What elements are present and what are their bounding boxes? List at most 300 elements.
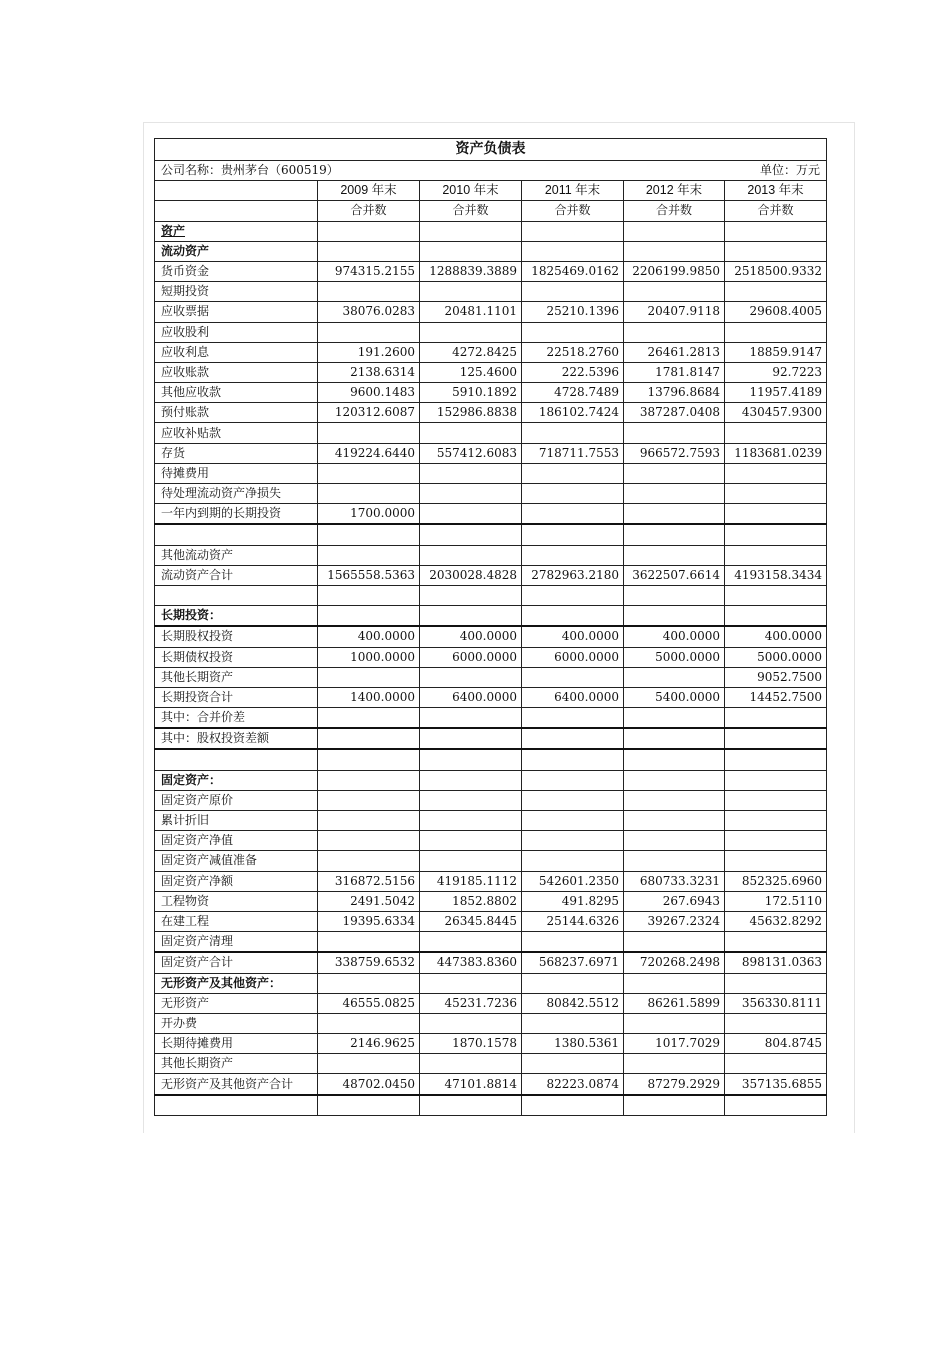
row-label <box>155 585 318 605</box>
table-row <box>155 423 827 443</box>
value-cell: 9600.1483 <box>318 383 420 403</box>
value-cell <box>420 241 522 261</box>
table-row <box>155 728 827 749</box>
value-cell <box>420 1054 522 1074</box>
value-cell <box>522 504 624 525</box>
row-label: 无形资产及其他资产合计 <box>155 1074 318 1095</box>
value-cell <box>725 322 827 342</box>
value-cell: 2030028.4828 <box>420 565 522 585</box>
year-header: 2009 年末 <box>318 181 420 201</box>
value-cell <box>318 811 420 831</box>
value-cell <box>420 606 522 627</box>
table-row <box>155 1034 827 1054</box>
value-cell: 2782963.2180 <box>522 565 624 585</box>
value-cell: 400.0000 <box>420 626 522 647</box>
value-cell <box>725 1054 827 1074</box>
row-label: 流动资产合计 <box>155 565 318 585</box>
value-cell: 46555.0825 <box>318 993 420 1013</box>
value-cell: 80842.5512 <box>522 993 624 1013</box>
value-cell: 974315.2155 <box>318 261 420 281</box>
value-cell <box>420 749 522 770</box>
value-cell <box>318 484 420 504</box>
value-cell <box>725 770 827 790</box>
row-label: 流动资产 <box>155 241 318 261</box>
value-cell <box>725 831 827 851</box>
value-cell <box>420 423 522 443</box>
value-cell <box>522 545 624 565</box>
value-cell: 26345.8445 <box>420 911 522 931</box>
value-cell <box>522 463 624 483</box>
row-label: 一年内到期的长期投资 <box>155 504 318 525</box>
value-cell <box>522 790 624 810</box>
value-cell: 4272.8425 <box>420 342 522 362</box>
value-cell <box>318 749 420 770</box>
value-cell <box>624 851 725 871</box>
value-cell: 25210.1396 <box>522 302 624 322</box>
value-cell: 13796.8684 <box>624 383 725 403</box>
value-cell: 447383.8360 <box>420 952 522 973</box>
value-cell <box>318 463 420 483</box>
value-cell <box>725 585 827 605</box>
value-cell: 568237.6971 <box>522 952 624 973</box>
value-cell: 92.7223 <box>725 362 827 382</box>
value-cell <box>725 749 827 770</box>
value-cell <box>318 282 420 302</box>
value-cell <box>522 728 624 749</box>
value-cell: 2206199.9850 <box>624 261 725 281</box>
table-row <box>155 524 827 545</box>
value-cell <box>624 973 725 993</box>
value-cell: 966572.7593 <box>624 443 725 463</box>
value-cell: 6400.0000 <box>522 687 624 707</box>
value-cell <box>725 221 827 241</box>
table-row <box>155 626 827 647</box>
row-label: 长期债权投资 <box>155 647 318 667</box>
value-cell: 172.5110 <box>725 891 827 911</box>
row-label: 货币资金 <box>155 261 318 281</box>
value-cell: 19395.6334 <box>318 911 420 931</box>
row-label: 其中：股权投资差额 <box>155 728 318 749</box>
value-cell <box>522 770 624 790</box>
value-cell: 120312.6087 <box>318 403 420 423</box>
value-cell: 125.4600 <box>420 362 522 382</box>
value-cell: 356330.8111 <box>725 993 827 1013</box>
value-cell: 222.5396 <box>522 362 624 382</box>
value-cell <box>318 770 420 790</box>
value-cell <box>318 606 420 627</box>
value-cell: 6000.0000 <box>522 647 624 667</box>
table-row <box>155 871 827 891</box>
value-cell: 25144.6326 <box>522 911 624 931</box>
row-label: 固定资产净值 <box>155 831 318 851</box>
table-row <box>155 504 827 525</box>
value-cell: 680733.3231 <box>624 871 725 891</box>
year-header: 2012 年末 <box>624 181 725 201</box>
table-row <box>155 1013 827 1033</box>
row-label: 应收补贴款 <box>155 423 318 443</box>
value-cell <box>624 221 725 241</box>
value-cell <box>624 606 725 627</box>
value-cell <box>725 423 827 443</box>
table-row <box>155 1054 827 1074</box>
value-cell <box>318 1095 420 1116</box>
value-cell <box>420 221 522 241</box>
value-cell <box>318 851 420 871</box>
value-cell: 400.0000 <box>624 626 725 647</box>
value-cell <box>624 811 725 831</box>
value-cell: 48702.0450 <box>318 1074 420 1095</box>
value-cell <box>725 241 827 261</box>
value-cell: 1781.8147 <box>624 362 725 382</box>
row-label <box>155 1095 318 1116</box>
row-label: 长期股权投资 <box>155 626 318 647</box>
value-cell <box>624 1013 725 1033</box>
table-row <box>155 403 827 423</box>
consolidated-header: 合并数 <box>624 201 725 221</box>
value-cell: 3622507.6614 <box>624 565 725 585</box>
value-cell <box>624 790 725 810</box>
company-name: 公司名称：贵州茅台（600519） <box>155 161 624 181</box>
value-cell: 87279.2929 <box>624 1074 725 1095</box>
value-cell <box>420 831 522 851</box>
table-row <box>155 484 827 504</box>
value-cell: 387287.0408 <box>624 403 725 423</box>
value-cell <box>624 322 725 342</box>
value-cell: 2146.9625 <box>318 1034 420 1054</box>
value-cell <box>420 851 522 871</box>
value-cell: 47101.8814 <box>420 1074 522 1095</box>
row-label: 长期待摊费用 <box>155 1034 318 1054</box>
value-cell <box>624 504 725 525</box>
value-cell: 22518.2760 <box>522 342 624 362</box>
row-label: 其中：合并价差 <box>155 708 318 729</box>
row-label: 固定资产原价 <box>155 790 318 810</box>
table-row <box>155 891 827 911</box>
value-cell <box>624 484 725 504</box>
table-row <box>155 342 827 362</box>
value-cell <box>624 749 725 770</box>
table-row <box>155 322 827 342</box>
value-cell <box>420 667 522 687</box>
row-label: 待摊费用 <box>155 463 318 483</box>
value-cell <box>522 708 624 729</box>
row-label: 固定资产净额 <box>155 871 318 891</box>
value-cell <box>318 667 420 687</box>
row-label: 固定资产合计 <box>155 952 318 973</box>
value-cell: 26461.2813 <box>624 342 725 362</box>
value-cell <box>522 667 624 687</box>
header-blank <box>155 181 318 201</box>
value-cell <box>420 504 522 525</box>
value-cell: 1000.0000 <box>318 647 420 667</box>
value-cell <box>624 932 725 953</box>
table-row <box>155 1095 827 1116</box>
table-title: 资产负债表 <box>155 139 827 161</box>
value-cell <box>522 811 624 831</box>
row-label: 在建工程 <box>155 911 318 931</box>
value-cell <box>420 811 522 831</box>
value-cell <box>725 463 827 483</box>
value-cell: 5910.1892 <box>420 383 522 403</box>
value-cell <box>420 932 522 953</box>
value-cell <box>624 545 725 565</box>
unit-label: 单位：万元 <box>624 161 827 181</box>
value-cell: 29608.4005 <box>725 302 827 322</box>
value-cell <box>624 585 725 605</box>
value-cell: 186102.7424 <box>522 403 624 423</box>
value-cell <box>624 1095 725 1116</box>
value-cell <box>624 241 725 261</box>
value-cell <box>725 524 827 545</box>
value-cell <box>522 241 624 261</box>
value-cell <box>420 708 522 729</box>
value-cell: 5000.0000 <box>725 647 827 667</box>
table-row <box>155 282 827 302</box>
value-cell: 6400.0000 <box>420 687 522 707</box>
value-cell: 898131.0363 <box>725 952 827 973</box>
value-cell <box>318 524 420 545</box>
value-cell: 316872.5156 <box>318 871 420 891</box>
value-cell <box>522 322 624 342</box>
row-label: 短期投资 <box>155 282 318 302</box>
balance-sheet-table <box>154 138 827 1116</box>
table-row <box>155 362 827 382</box>
value-cell <box>725 1095 827 1116</box>
table-row <box>155 545 827 565</box>
row-label: 应收账款 <box>155 362 318 382</box>
value-cell <box>624 463 725 483</box>
value-cell <box>624 667 725 687</box>
value-cell: 18859.9147 <box>725 342 827 362</box>
value-cell <box>725 708 827 729</box>
value-cell <box>318 831 420 851</box>
year-header: 2011 年末 <box>522 181 624 201</box>
value-cell: 6000.0000 <box>420 647 522 667</box>
table-row <box>155 708 827 729</box>
value-cell <box>318 973 420 993</box>
value-cell <box>522 973 624 993</box>
table-row <box>155 770 827 790</box>
value-cell <box>725 851 827 871</box>
row-label: 其他流动资产 <box>155 545 318 565</box>
table-row <box>155 993 827 1013</box>
value-cell: 1288839.3889 <box>420 261 522 281</box>
value-cell: 4728.7489 <box>522 383 624 403</box>
row-label: 应收票据 <box>155 302 318 322</box>
value-cell <box>318 708 420 729</box>
row-label: 其他长期资产 <box>155 667 318 687</box>
value-cell: 400.0000 <box>522 626 624 647</box>
value-cell: 718711.7553 <box>522 443 624 463</box>
value-cell <box>522 851 624 871</box>
value-cell <box>318 1013 420 1033</box>
title-row <box>155 139 827 161</box>
value-cell: 20481.1101 <box>420 302 522 322</box>
table-row <box>155 749 827 770</box>
value-cell: 191.2600 <box>318 342 420 362</box>
table-row <box>155 443 827 463</box>
value-cell <box>522 932 624 953</box>
value-cell: 267.6943 <box>624 891 725 911</box>
value-cell: 2518500.9332 <box>725 261 827 281</box>
table-row <box>155 302 827 322</box>
value-cell <box>318 585 420 605</box>
table-row <box>155 687 827 707</box>
value-cell: 4193158.3434 <box>725 565 827 585</box>
row-label: 工程物资 <box>155 891 318 911</box>
table-row <box>155 606 827 627</box>
value-cell <box>318 545 420 565</box>
value-cell: 152986.8838 <box>420 403 522 423</box>
row-label: 无形资产及其他资产： <box>155 973 318 993</box>
value-cell <box>318 932 420 953</box>
value-cell: 14452.7500 <box>725 687 827 707</box>
value-cell <box>420 1095 522 1116</box>
value-cell: 1400.0000 <box>318 687 420 707</box>
value-cell: 39267.2324 <box>624 911 725 931</box>
consolidated-header: 合并数 <box>725 201 827 221</box>
value-cell <box>420 790 522 810</box>
value-cell <box>420 282 522 302</box>
row-label: 累计折旧 <box>155 811 318 831</box>
table-row <box>155 221 827 241</box>
value-cell: 2138.6314 <box>318 362 420 382</box>
subheader-row <box>155 201 827 221</box>
value-cell: 1870.1578 <box>420 1034 522 1054</box>
table-row <box>155 790 827 810</box>
table-row <box>155 932 827 953</box>
row-label: 长期投资： <box>155 606 318 627</box>
value-cell <box>522 1054 624 1074</box>
row-label: 预付账款 <box>155 403 318 423</box>
table-row <box>155 911 827 931</box>
value-cell: 11957.4189 <box>725 383 827 403</box>
table-row <box>155 261 827 281</box>
company-row <box>155 161 827 181</box>
value-cell: 45231.7236 <box>420 993 522 1013</box>
value-cell <box>522 606 624 627</box>
value-cell <box>624 423 725 443</box>
value-cell <box>725 1013 827 1033</box>
consolidated-header: 合并数 <box>522 201 624 221</box>
row-label: 无形资产 <box>155 993 318 1013</box>
value-cell: 804.8745 <box>725 1034 827 1054</box>
value-cell <box>420 728 522 749</box>
table-row <box>155 831 827 851</box>
value-cell: 557412.6083 <box>420 443 522 463</box>
value-cell: 1700.0000 <box>318 504 420 525</box>
value-cell <box>725 545 827 565</box>
value-cell: 357135.6855 <box>725 1074 827 1095</box>
value-cell: 1565558.5363 <box>318 565 420 585</box>
table-row <box>155 647 827 667</box>
value-cell <box>522 1095 624 1116</box>
value-cell <box>318 1054 420 1074</box>
table-row <box>155 811 827 831</box>
value-cell: 338759.6532 <box>318 952 420 973</box>
table-row <box>155 565 827 585</box>
value-cell <box>420 545 522 565</box>
row-label <box>155 524 318 545</box>
value-cell <box>420 484 522 504</box>
value-cell <box>624 708 725 729</box>
value-cell <box>420 463 522 483</box>
row-label: 固定资产清理 <box>155 932 318 953</box>
value-cell <box>318 322 420 342</box>
table-row <box>155 952 827 973</box>
value-cell <box>420 973 522 993</box>
value-cell: 45632.8292 <box>725 911 827 931</box>
value-cell <box>522 423 624 443</box>
value-cell: 720268.2498 <box>624 952 725 973</box>
value-cell <box>522 221 624 241</box>
value-cell <box>725 606 827 627</box>
table-row <box>155 463 827 483</box>
value-cell: 9052.7500 <box>725 667 827 687</box>
value-cell <box>318 221 420 241</box>
value-cell <box>318 790 420 810</box>
year-header: 2010 年末 <box>420 181 522 201</box>
value-cell <box>318 423 420 443</box>
table-row <box>155 667 827 687</box>
value-cell <box>725 811 827 831</box>
balance-sheet <box>154 138 826 1116</box>
value-cell <box>522 484 624 504</box>
value-cell <box>420 770 522 790</box>
value-cell <box>522 831 624 851</box>
value-cell <box>522 585 624 605</box>
row-label: 长期投资合计 <box>155 687 318 707</box>
value-cell <box>522 282 624 302</box>
row-label: 开办费 <box>155 1013 318 1033</box>
row-label: 资产 <box>155 221 318 241</box>
value-cell: 419224.6440 <box>318 443 420 463</box>
value-cell: 400.0000 <box>318 626 420 647</box>
value-cell <box>420 322 522 342</box>
table-row <box>155 1074 827 1095</box>
row-label: 其他长期资产 <box>155 1054 318 1074</box>
value-cell <box>420 585 522 605</box>
value-cell <box>522 749 624 770</box>
value-cell: 20407.9118 <box>624 302 725 322</box>
value-cell <box>624 728 725 749</box>
row-label: 固定资产： <box>155 770 318 790</box>
value-cell <box>725 728 827 749</box>
value-cell <box>725 484 827 504</box>
value-cell <box>725 282 827 302</box>
value-cell: 491.8295 <box>522 891 624 911</box>
row-label: 应收利息 <box>155 342 318 362</box>
year-header: 2013 年末 <box>725 181 827 201</box>
value-cell: 1380.5361 <box>522 1034 624 1054</box>
row-label: 应收股利 <box>155 322 318 342</box>
value-cell <box>725 973 827 993</box>
row-label: 其他应收款 <box>155 383 318 403</box>
value-cell <box>522 524 624 545</box>
value-cell <box>624 282 725 302</box>
table-row <box>155 851 827 871</box>
value-cell: 38076.0283 <box>318 302 420 322</box>
value-cell <box>725 790 827 810</box>
value-cell <box>420 524 522 545</box>
table-row <box>155 973 827 993</box>
value-cell: 419185.1112 <box>420 871 522 891</box>
year-header-row <box>155 181 827 201</box>
value-cell: 852325.6960 <box>725 871 827 891</box>
value-cell: 1183681.0239 <box>725 443 827 463</box>
value-cell <box>725 932 827 953</box>
value-cell <box>624 831 725 851</box>
